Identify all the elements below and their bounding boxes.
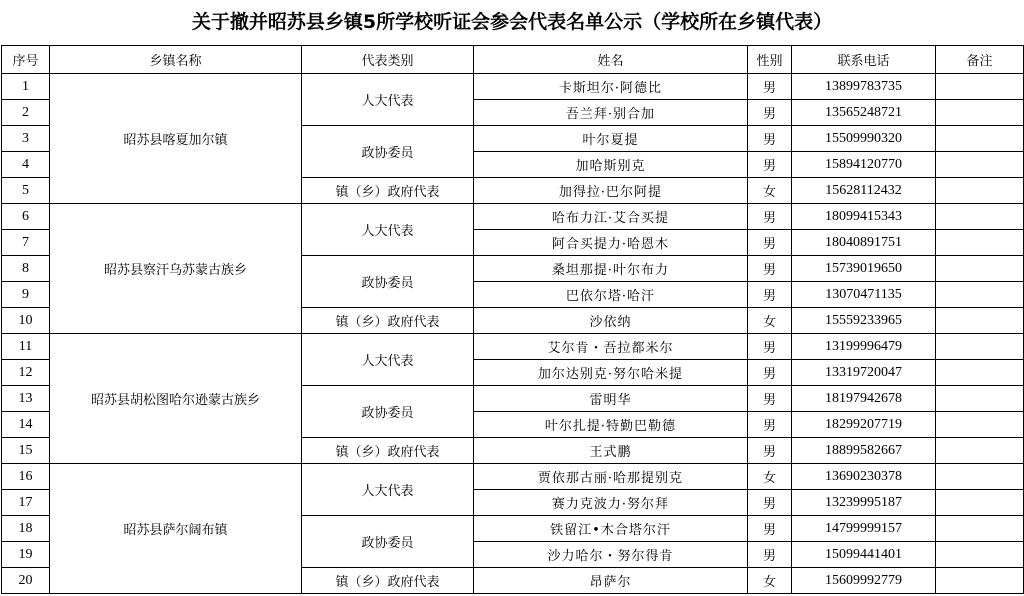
cell-township: 昭苏县察汗乌苏蒙古族乡: [50, 204, 302, 334]
cell-phone: 13319720047: [792, 360, 936, 386]
cell-remark: [936, 490, 1024, 516]
cell-index: 1: [2, 74, 50, 100]
cell-remark: [936, 100, 1024, 126]
cell-phone: 13690230378: [792, 464, 936, 490]
cell-phone: 15739019650: [792, 256, 936, 282]
cell-remark: [936, 152, 1024, 178]
cell-index: 14: [2, 412, 50, 438]
cell-index: 8: [2, 256, 50, 282]
cell-township: 昭苏县胡松图哈尔逊蒙古族乡: [50, 334, 302, 464]
cell-remark: [936, 308, 1024, 334]
cell-remark: [936, 542, 1024, 568]
cell-index: 12: [2, 360, 50, 386]
cell-name: 叶尔扎提·特勤巴勒德: [474, 412, 748, 438]
page-title: 关于撤并昭苏县乡镇5所学校听证会参会代表名单公示（学校所在乡镇代表）: [191, 11, 833, 33]
cell-index: 6: [2, 204, 50, 230]
cell-remark: [936, 178, 1024, 204]
cell-remark: [936, 438, 1024, 464]
cell-gender: 男: [748, 334, 792, 360]
cell-gender: 男: [748, 412, 792, 438]
cell-name: 叶尔夏提: [474, 126, 748, 152]
cell-phone: 18299207719: [792, 412, 936, 438]
cell-gender: 女: [748, 308, 792, 334]
cell-name: 桑坦那提·叶尔布力: [474, 256, 748, 282]
cell-category: 政协委员: [302, 256, 474, 308]
cell-name: 昂萨尔: [474, 568, 748, 594]
cell-index: 11: [2, 334, 50, 360]
cell-remark: [936, 412, 1024, 438]
cell-remark: [936, 204, 1024, 230]
cell-index: 16: [2, 464, 50, 490]
cell-phone: 15609992779: [792, 568, 936, 594]
cell-category: 政协委员: [302, 516, 474, 568]
cell-category: 人大代表: [302, 74, 474, 126]
cell-gender: 男: [748, 126, 792, 152]
cell-index: 18: [2, 516, 50, 542]
cell-phone: 14799999157: [792, 516, 936, 542]
cell-remark: [936, 386, 1024, 412]
cell-gender: 女: [748, 178, 792, 204]
cell-phone: 13565248721: [792, 100, 936, 126]
cell-index: 15: [2, 438, 50, 464]
cell-index: 2: [2, 100, 50, 126]
cell-township: 昭苏县喀夏加尔镇: [50, 74, 302, 204]
cell-gender: 女: [748, 568, 792, 594]
cell-phone: 13070471135: [792, 282, 936, 308]
cell-category: 政协委员: [302, 386, 474, 438]
cell-gender: 男: [748, 360, 792, 386]
cell-gender: 男: [748, 282, 792, 308]
cell-remark: [936, 126, 1024, 152]
cell-name: 加得拉·巴尔阿提: [474, 178, 748, 204]
cell-phone: 18099415343: [792, 204, 936, 230]
table-row: [2, 334, 1024, 360]
table-row: [2, 464, 1024, 490]
cell-index: 9: [2, 282, 50, 308]
cell-gender: 男: [748, 74, 792, 100]
cell-name: 沙力哈尔・努尔得肯: [474, 542, 748, 568]
header-name: 姓名: [474, 46, 748, 74]
header-gender: 性别: [748, 46, 792, 74]
cell-category: 镇（乡）政府代表: [302, 178, 474, 204]
cell-category: 人大代表: [302, 204, 474, 256]
cell-gender: 男: [748, 256, 792, 282]
representatives-table: [1, 45, 1024, 594]
cell-township: 昭苏县萨尔阔布镇: [50, 464, 302, 594]
cell-phone: 15509990320: [792, 126, 936, 152]
cell-category: 镇（乡）政府代表: [302, 438, 474, 464]
cell-remark: [936, 334, 1024, 360]
cell-index: 7: [2, 230, 50, 256]
cell-phone: 15559233965: [792, 308, 936, 334]
cell-category: 人大代表: [302, 334, 474, 386]
cell-category: 镇（乡）政府代表: [302, 568, 474, 594]
cell-name: 赛力克波力·努尔拜: [474, 490, 748, 516]
cell-gender: 男: [748, 230, 792, 256]
cell-index: 17: [2, 490, 50, 516]
cell-remark: [936, 74, 1024, 100]
cell-remark: [936, 568, 1024, 594]
cell-remark: [936, 360, 1024, 386]
cell-gender: 男: [748, 490, 792, 516]
cell-phone: 15628112432: [792, 178, 936, 204]
cell-category: 政协委员: [302, 126, 474, 178]
cell-remark: [936, 230, 1024, 256]
cell-phone: 18040891751: [792, 230, 936, 256]
cell-remark: [936, 256, 1024, 282]
cell-phone: 15894120770: [792, 152, 936, 178]
cell-name: 加尔达别克·努尔哈米提: [474, 360, 748, 386]
cell-name: 沙依纳: [474, 308, 748, 334]
cell-name: 巴依尔塔·哈汗: [474, 282, 748, 308]
header-phone: 联系电话: [792, 46, 936, 74]
cell-gender: 男: [748, 516, 792, 542]
header-remark: 备注: [936, 46, 1024, 74]
cell-gender: 男: [748, 152, 792, 178]
cell-name: 王式鹏: [474, 438, 748, 464]
table-row: [2, 74, 1024, 100]
header-index: 序号: [2, 46, 50, 74]
cell-phone: 18197942678: [792, 386, 936, 412]
table-row: [2, 204, 1024, 230]
cell-phone: 13199996479: [792, 334, 936, 360]
header-township: 乡镇名称: [50, 46, 302, 74]
cell-index: 3: [2, 126, 50, 152]
cell-phone: 15099441401: [792, 542, 936, 568]
table-body: [2, 74, 1024, 594]
cell-remark: [936, 464, 1024, 490]
cell-category: 镇（乡）政府代表: [302, 308, 474, 334]
cell-name: 阿合买提力·哈恩木: [474, 230, 748, 256]
cell-name: 艾尔肯・吾拉都米尔: [474, 334, 748, 360]
cell-index: 20: [2, 568, 50, 594]
cell-remark: [936, 516, 1024, 542]
cell-index: 10: [2, 308, 50, 334]
cell-name: 雷明华: [474, 386, 748, 412]
cell-name: 吾兰拜·别合加: [474, 100, 748, 126]
cell-gender: 男: [748, 542, 792, 568]
cell-category: 人大代表: [302, 464, 474, 516]
cell-index: 5: [2, 178, 50, 204]
cell-gender: 男: [748, 386, 792, 412]
cell-name: 贾依那古丽·哈那提别克: [474, 464, 748, 490]
cell-phone: 18899582667: [792, 438, 936, 464]
cell-gender: 男: [748, 204, 792, 230]
cell-name: 铁留江•木合塔尔汗: [474, 516, 748, 542]
header-category: 代表类别: [302, 46, 474, 74]
table-header-row: [2, 46, 1024, 74]
cell-name: 加哈斯别克: [474, 152, 748, 178]
cell-phone: 13239995187: [792, 490, 936, 516]
cell-remark: [936, 282, 1024, 308]
cell-index: 13: [2, 386, 50, 412]
cell-gender: 男: [748, 100, 792, 126]
cell-gender: 男: [748, 438, 792, 464]
cell-name: 哈布力江·艾合买提: [474, 204, 748, 230]
cell-gender: 女: [748, 464, 792, 490]
cell-index: 19: [2, 542, 50, 568]
cell-index: 4: [2, 152, 50, 178]
cell-name: 卡斯坦尔·阿德比: [474, 74, 748, 100]
cell-phone: 13899783735: [792, 74, 936, 100]
